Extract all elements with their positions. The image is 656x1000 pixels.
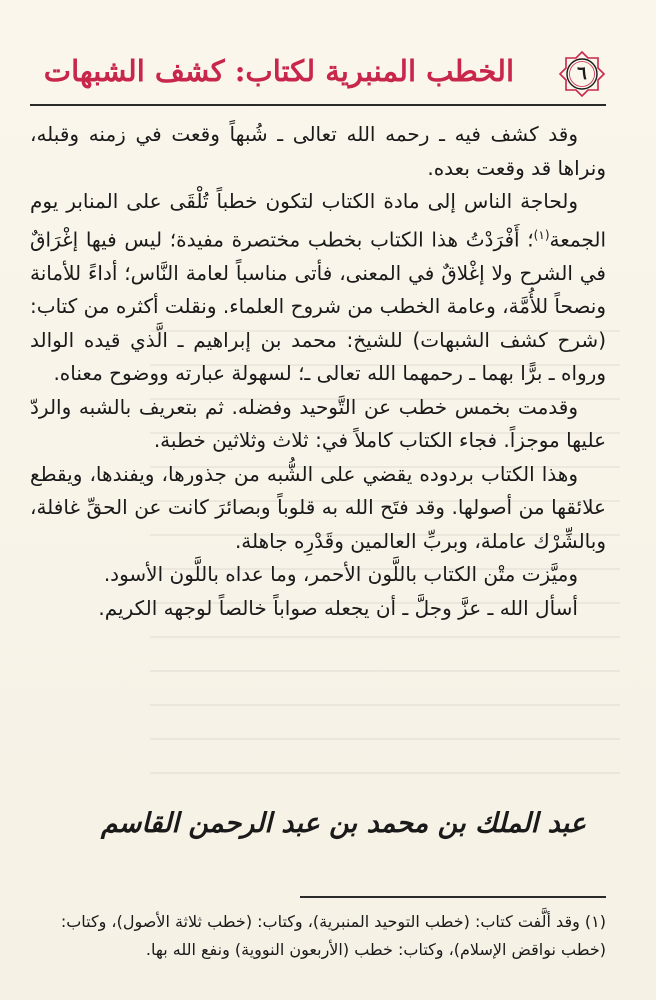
page-header [30,44,606,104]
footnote-1-line-2: (خطب نواقض الإسلام)، وكتاب: خطب (الأربعون النووية) ونفع الله بها. [145,940,606,959]
paragraph-5: وميَّزت متْن الكتاب باللَّون الأحمر، وما عداه باللَّون الأسود. [103,562,578,587]
header-rule [30,104,606,106]
paragraph-2-start: ولحاجة الناس إلى مادة الكتاب لتكون خطباً تُلْقَى على المنابر يوم الجمعة [30,189,606,252]
footnote-1-line-1: (١) وقد ألَّفت كتاب: (خطب التوحيد المنبرية)، وكتاب: (خطب ثلاثة الأصول)، وكتاب: [60,912,606,931]
paragraph-2 [30,185,606,391]
page-number: ٦ [577,63,587,84]
paragraph-6: أسأل الله ـ عزَّ وجلَّ ـ أن يجعله صواباً خالصاً لوجهه الكريم. [98,595,578,620]
author-signature: عبد الملك بن محمد بن عبد الرحمن القاسم [100,808,586,839]
main-text [30,118,606,625]
paragraph-1: وقد كشف فيه ـ رحمه الله تعالى ـ شُبهاً وقعت في زمنه وقبله، ونراها قد وقعت بعده. [30,122,606,180]
footnote-rule [300,896,606,898]
footnote-reference: (١) [533,227,550,242]
footnotes [30,908,606,964]
paragraph-2-end: ؛ أَفْرَدْتُ هذا الكتاب بخطب مختصرة مفيدة؛ ليس فيها إغْرَاقٌ في الشرح ولا إغْلاقٌ في المعنى، فأتى مناسباً لعامة النَّاس؛ أداءً للأمانة ونصحاً للأُمَّة، وعامة الخطب من شروح العلماء. ونقلت أكثره من كتاب: (شرح كشف الشبهات) للشيخ: محمد بن إبراهيم ـ الَّذي قيده الوالد ورواه ـ برًّا بهما ـ رحمهما الله تعالى ـ؛ لسهولة عبارته ووضوح معناه. [30,227,606,386]
page-number-badge [558,50,606,98]
paragraph-3: وقدمت بخمس خطب عن التَّوحيد وفضله. ثم بتعريف بالشبه والردّ عليها موجزاً. فجاء الكتاب كاملاً في: ثلاث وثلاثين خطبة. [30,394,606,453]
paragraph-4: وهذا الكتاب بردوده يقضي على الشُّبه من جذورها، ويفندها، ويقطع علائقها من أصولها. وقد فتَح الله به قلوباً وبصائرَ كانت عن الحقِّ غافلة، وبالشِّرْك عاملة، وبربِّ العالمين وقَدْرِه جاهلة. [30,461,606,553]
running-title: الخطب المنبرية لكتاب: كشف الشبهات [43,54,514,88]
